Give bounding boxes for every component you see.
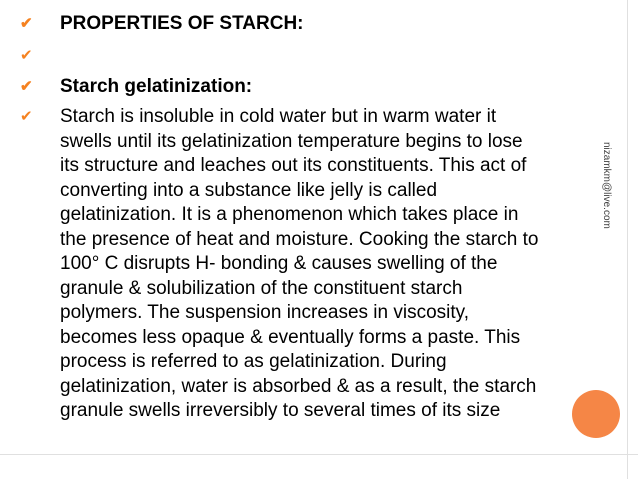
body-line: the presence of heat and moisture. Cooking the starch to [60, 228, 539, 250]
body-line: gelatinization. It is a phenomenon which takes place in [60, 204, 519, 225]
body-line: granule swells irreversibly to several times of its size [60, 400, 501, 421]
slide-top-border [0, 0, 638, 10]
bullet-heading [20, 12, 600, 37]
bullet-body [20, 105, 600, 424]
body-paragraph [60, 105, 608, 424]
right-divider-line [627, 0, 628, 479]
body-line: its structure and leaches out its constituents. This act of [60, 155, 527, 176]
bullet-marker-icon: ✔ [20, 15, 33, 32]
bullet-marker-icon: ✔ [20, 77, 33, 95]
body-line: converting into a substance like jelly is called [60, 179, 438, 201]
bullet-marker-icon: ✔ [20, 46, 33, 64]
heading-text: PROPERTIES OF STARCH: [60, 13, 304, 34]
subheading-text: Starch gelatinization: [60, 75, 253, 97]
orange-circle-decoration [572, 390, 620, 438]
body-line: process is referred to as gelatinization. During [60, 351, 447, 372]
bullet-empty [20, 44, 600, 68]
bullet-list [20, 12, 600, 424]
bottom-divider-line [0, 454, 638, 455]
body-line: polymers. The suspension increases in viscosity, [60, 302, 470, 323]
body-line: swells until its gelatinization temperature begins to lose [60, 130, 523, 152]
side-email-text: nizamkm@live.com [601, 142, 612, 229]
body-line: gelatinization, water is absorbed & as a result, the starch [60, 375, 537, 397]
body-line: granule & solubilization of the constituent starch [60, 277, 463, 299]
body-line: Starch is insoluble in cold water but in warm water it [60, 106, 497, 127]
bullet-marker-icon: ✔ [20, 108, 33, 125]
body-line: becomes less opaque & eventually forms a paste. This [60, 326, 521, 348]
bullet-subheading [20, 75, 600, 100]
body-line: 100° C disrupts H- bonding & causes swelling of the [60, 253, 498, 274]
